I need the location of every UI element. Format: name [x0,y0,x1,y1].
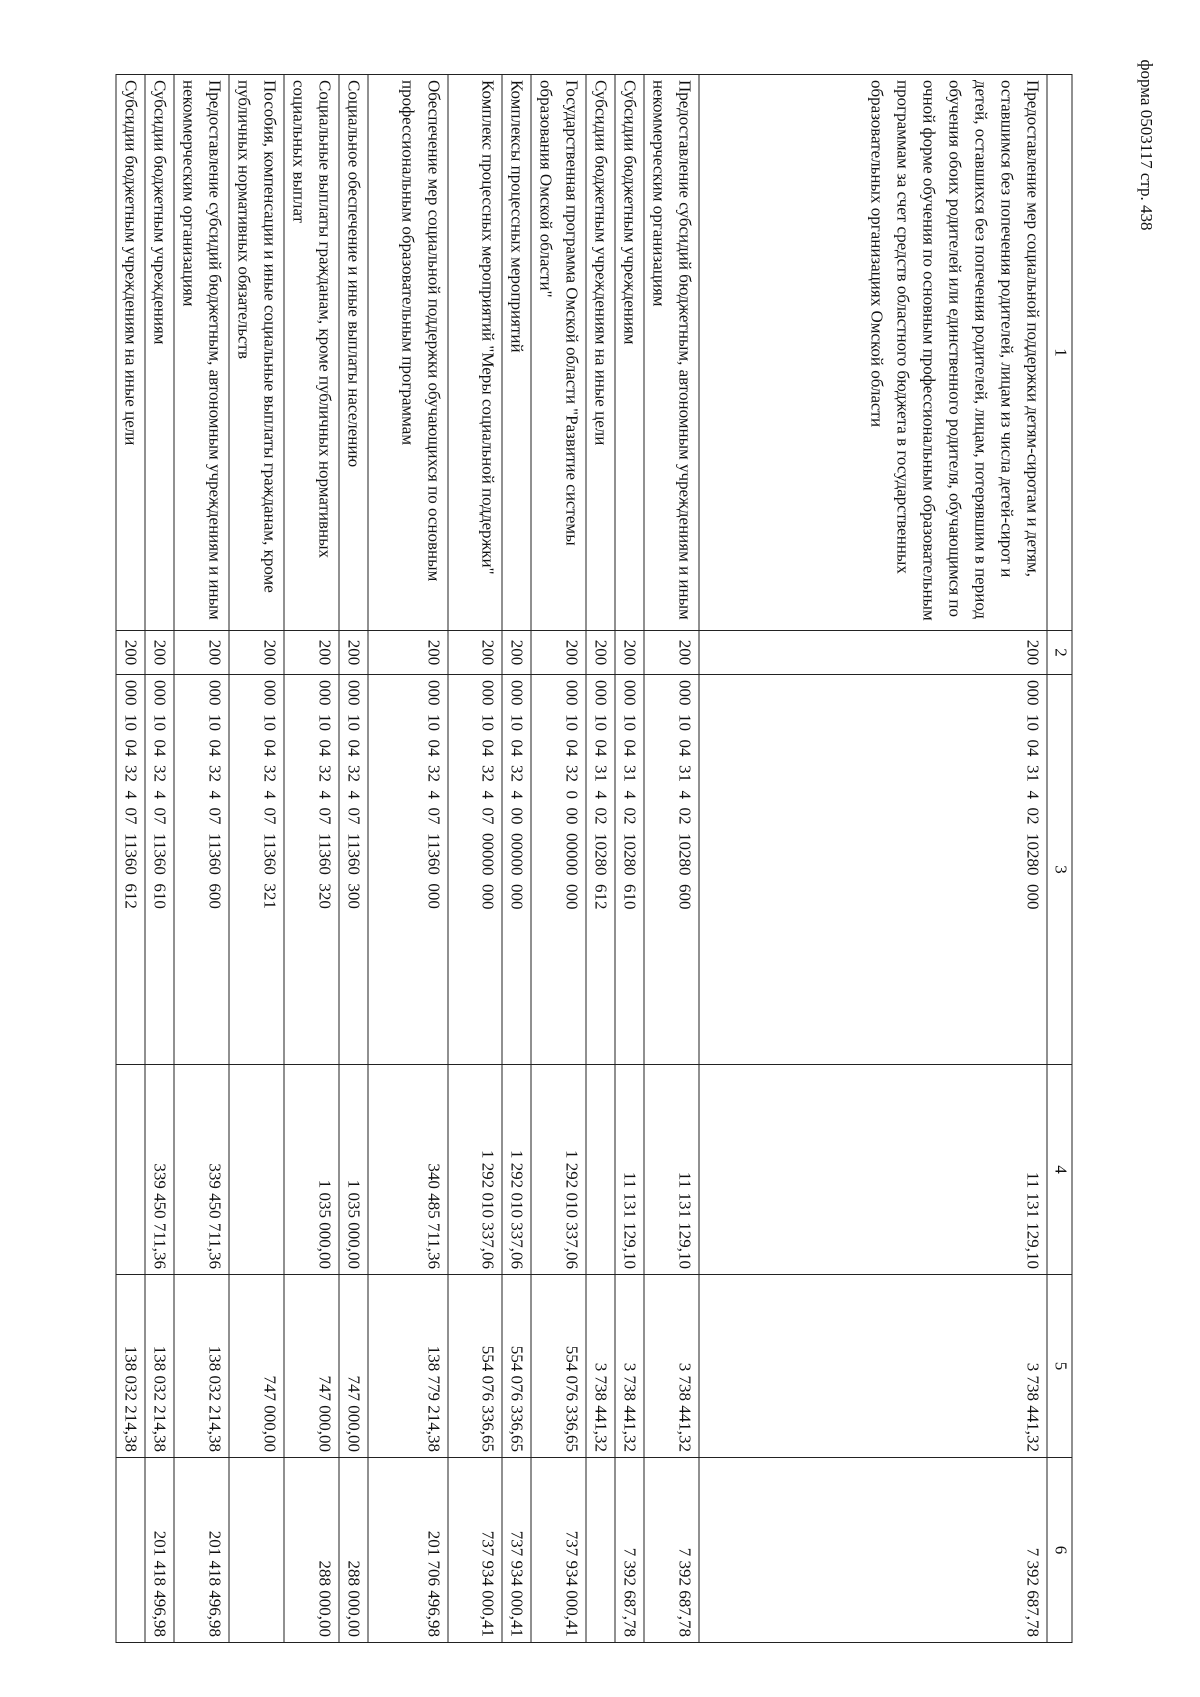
executed-amount-cell: 138 032 214,38 [145,1275,174,1458]
budget-code-cell: 000 10 04 32 4 07 11360 612 [116,675,145,1065]
column-number: 4 [1047,1065,1072,1275]
row-name-cell: Социальные выплаты гражданам, кроме публичных нормативных социальных выплат [284,75,339,631]
line-code-cell: 200 [145,631,174,675]
table-row [644,75,699,1643]
unexecuted-amount-cell: 737 934 000,41 [531,1458,586,1643]
approved-amount-cell [586,1065,615,1275]
table-row [531,75,586,1643]
row-name-cell: Предоставление субсидий бюджетным, автономным учреждениям и иным некоммерческим организациям [174,75,229,631]
line-code-cell: 200 [615,631,644,675]
unexecuted-amount-cell: 288 000,00 [284,1458,339,1643]
budget-code-cell: 000 10 04 32 4 07 11360 000 [368,675,448,1065]
approved-amount-cell [229,1065,284,1275]
column-number: 5 [1047,1275,1072,1458]
report-table [116,74,1073,1643]
budget-code-cell: 000 10 04 32 0 00 00000 000 [531,675,586,1065]
row-name-cell: Обеспечение мер социальной поддержки обучающихся по основным профессиональным образовательным программам [368,75,448,631]
row-name-cell: Комплекс процессных мероприятий "Меры социальной поддержки" [448,75,502,631]
unexecuted-amount-cell: 201 418 496,98 [174,1458,229,1643]
budget-code-cell: 000 10 04 31 4 02 10280 610 [615,675,644,1065]
unexecuted-amount-cell: 737 934 000,41 [448,1458,502,1643]
row-name-cell: Субсидии бюджетным учреждениям [145,75,174,631]
budget-code-cell: 000 10 04 32 4 07 11360 600 [174,675,229,1065]
line-code-cell: 200 [502,631,531,675]
executed-amount-cell: 554 076 336,65 [531,1275,586,1458]
unexecuted-amount-cell [586,1458,615,1643]
table-row [229,75,284,1643]
executed-amount-cell: 3 738 441,32 [615,1275,644,1458]
approved-amount-cell: 1 035 000,00 [339,1065,368,1275]
unexecuted-amount-cell: 7 392 687,78 [644,1458,699,1643]
executed-amount-cell: 3 738 441,32 [586,1275,615,1458]
unexecuted-amount-cell: 201 418 496,98 [145,1458,174,1643]
unexecuted-amount-cell [229,1458,284,1643]
line-code-cell: 200 [644,631,699,675]
table-row [339,75,368,1643]
line-code-cell: 200 [229,631,284,675]
row-name-cell: Комплексы процессных мероприятий [502,75,531,631]
table-row [116,75,145,1643]
table-row [145,75,174,1643]
approved-amount-cell: 1 035 000,00 [284,1065,339,1275]
line-code-cell: 200 [339,631,368,675]
column-number: 1 [1047,75,1072,631]
form-label: форма 0503117 стр. 438 [1137,59,1156,231]
approved-amount-cell: 1 292 010 337,06 [531,1065,586,1275]
executed-amount-cell: 747 000,00 [229,1275,284,1458]
row-name-cell: Субсидии бюджетным учреждениям [615,75,644,631]
executed-amount-cell: 554 076 336,65 [448,1275,502,1458]
table-row [448,75,502,1643]
row-name-cell: Предоставление мер социальной поддержки детям-сиротам и детям, оставшимся без попечения родителей, лицам из числа детей-сирот и детей, оставшихся без попечения родителей, лицам, потерявшим в период обучения обоих родителей или единственного родителя, обучающимся по очной форме обучения по основным профессиональным образовательным программам за счет средств областного бюджета в государственных образовательных организациях Омской области [699,75,1047,631]
column-number: 6 [1047,1458,1072,1643]
budget-code-cell: 000 10 04 32 4 07 11360 300 [339,675,368,1065]
approved-amount-cell: 11 131 129,10 [644,1065,699,1275]
budget-code-cell: 000 10 04 31 4 02 10280 612 [586,675,615,1065]
approved-amount-cell: 339 450 711,36 [174,1065,229,1275]
line-code-cell: 200 [448,631,502,675]
executed-amount-cell: 747 000,00 [339,1275,368,1458]
approved-amount-cell: 11 131 129,10 [699,1065,1047,1275]
unexecuted-amount-cell: 201 706 496,98 [368,1458,448,1643]
executed-amount-cell: 3 738 441,32 [644,1275,699,1458]
unexecuted-amount-cell [116,1458,145,1643]
executed-amount-cell: 138 032 214,38 [116,1275,145,1458]
line-code-cell: 200 [174,631,229,675]
row-name-cell: Субсидии бюджетным учреждениям на иные цели [116,75,145,631]
budget-code-cell: 000 10 04 32 4 07 00000 000 [448,675,502,1065]
budget-code-cell: 000 10 04 32 4 07 11360 320 [284,675,339,1065]
approved-amount-cell: 11 131 129,10 [615,1065,644,1275]
budget-code-cell: 000 10 04 32 4 00 00000 000 [502,675,531,1065]
line-code-cell: 200 [586,631,615,675]
executed-amount-cell: 747 000,00 [284,1275,339,1458]
line-code-cell: 200 [284,631,339,675]
table-row [174,75,229,1643]
line-code-cell: 200 [116,631,145,675]
line-code-cell: 200 [699,631,1047,675]
unexecuted-amount-cell: 737 934 000,41 [502,1458,531,1643]
table-row [699,75,1047,1643]
table-row [502,75,531,1643]
approved-amount-cell: 339 450 711,36 [145,1065,174,1275]
budget-code-cell: 000 10 04 31 4 02 10280 000 [699,675,1047,1065]
row-name-cell: Пособия, компенсации и иные социальные выплаты гражданам, кроме публичных нормативных обязательств [229,75,284,631]
budget-code-cell: 000 10 04 31 4 02 10280 600 [644,675,699,1065]
unexecuted-amount-cell: 288 000,00 [339,1458,368,1643]
unexecuted-amount-cell: 7 392 687,78 [615,1458,644,1643]
column-number: 2 [1047,631,1072,675]
line-code-cell: 200 [368,631,448,675]
row-name-cell: Предоставление субсидий бюджетным, автономным учреждениям и иным некоммерческим организациям [644,75,699,631]
table-row [586,75,615,1643]
column-number-row [1047,75,1072,1643]
executed-amount-cell: 138 032 214,38 [174,1275,229,1458]
line-code-cell: 200 [531,631,586,675]
column-number: 3 [1047,675,1072,1065]
table-row [615,75,644,1643]
executed-amount-cell: 3 738 441,32 [699,1275,1047,1458]
row-name-cell: Государственная программа Омской области "Развитие системы образования Омской области" [531,75,586,631]
rotated-page [121,74,1073,1642]
executed-amount-cell: 138 779 214,38 [368,1275,448,1458]
approved-amount-cell: 340 485 711,36 [368,1065,448,1275]
executed-amount-cell: 554 076 336,65 [502,1275,531,1458]
table-row [368,75,448,1643]
table-row [284,75,339,1643]
budget-code-cell: 000 10 04 32 4 07 11360 321 [229,675,284,1065]
approved-amount-cell: 1 292 010 337,06 [502,1065,531,1275]
approved-amount-cell: 1 292 010 337,06 [448,1065,502,1275]
budget-code-cell: 000 10 04 32 4 07 11360 610 [145,675,174,1065]
row-name-cell: Субсидии бюджетным учреждениям на иные цели [586,75,615,631]
row-name-cell: Социальное обеспечение и иные выплаты населению [339,75,368,631]
unexecuted-amount-cell: 7 392 687,78 [699,1458,1047,1643]
approved-amount-cell [116,1065,145,1275]
